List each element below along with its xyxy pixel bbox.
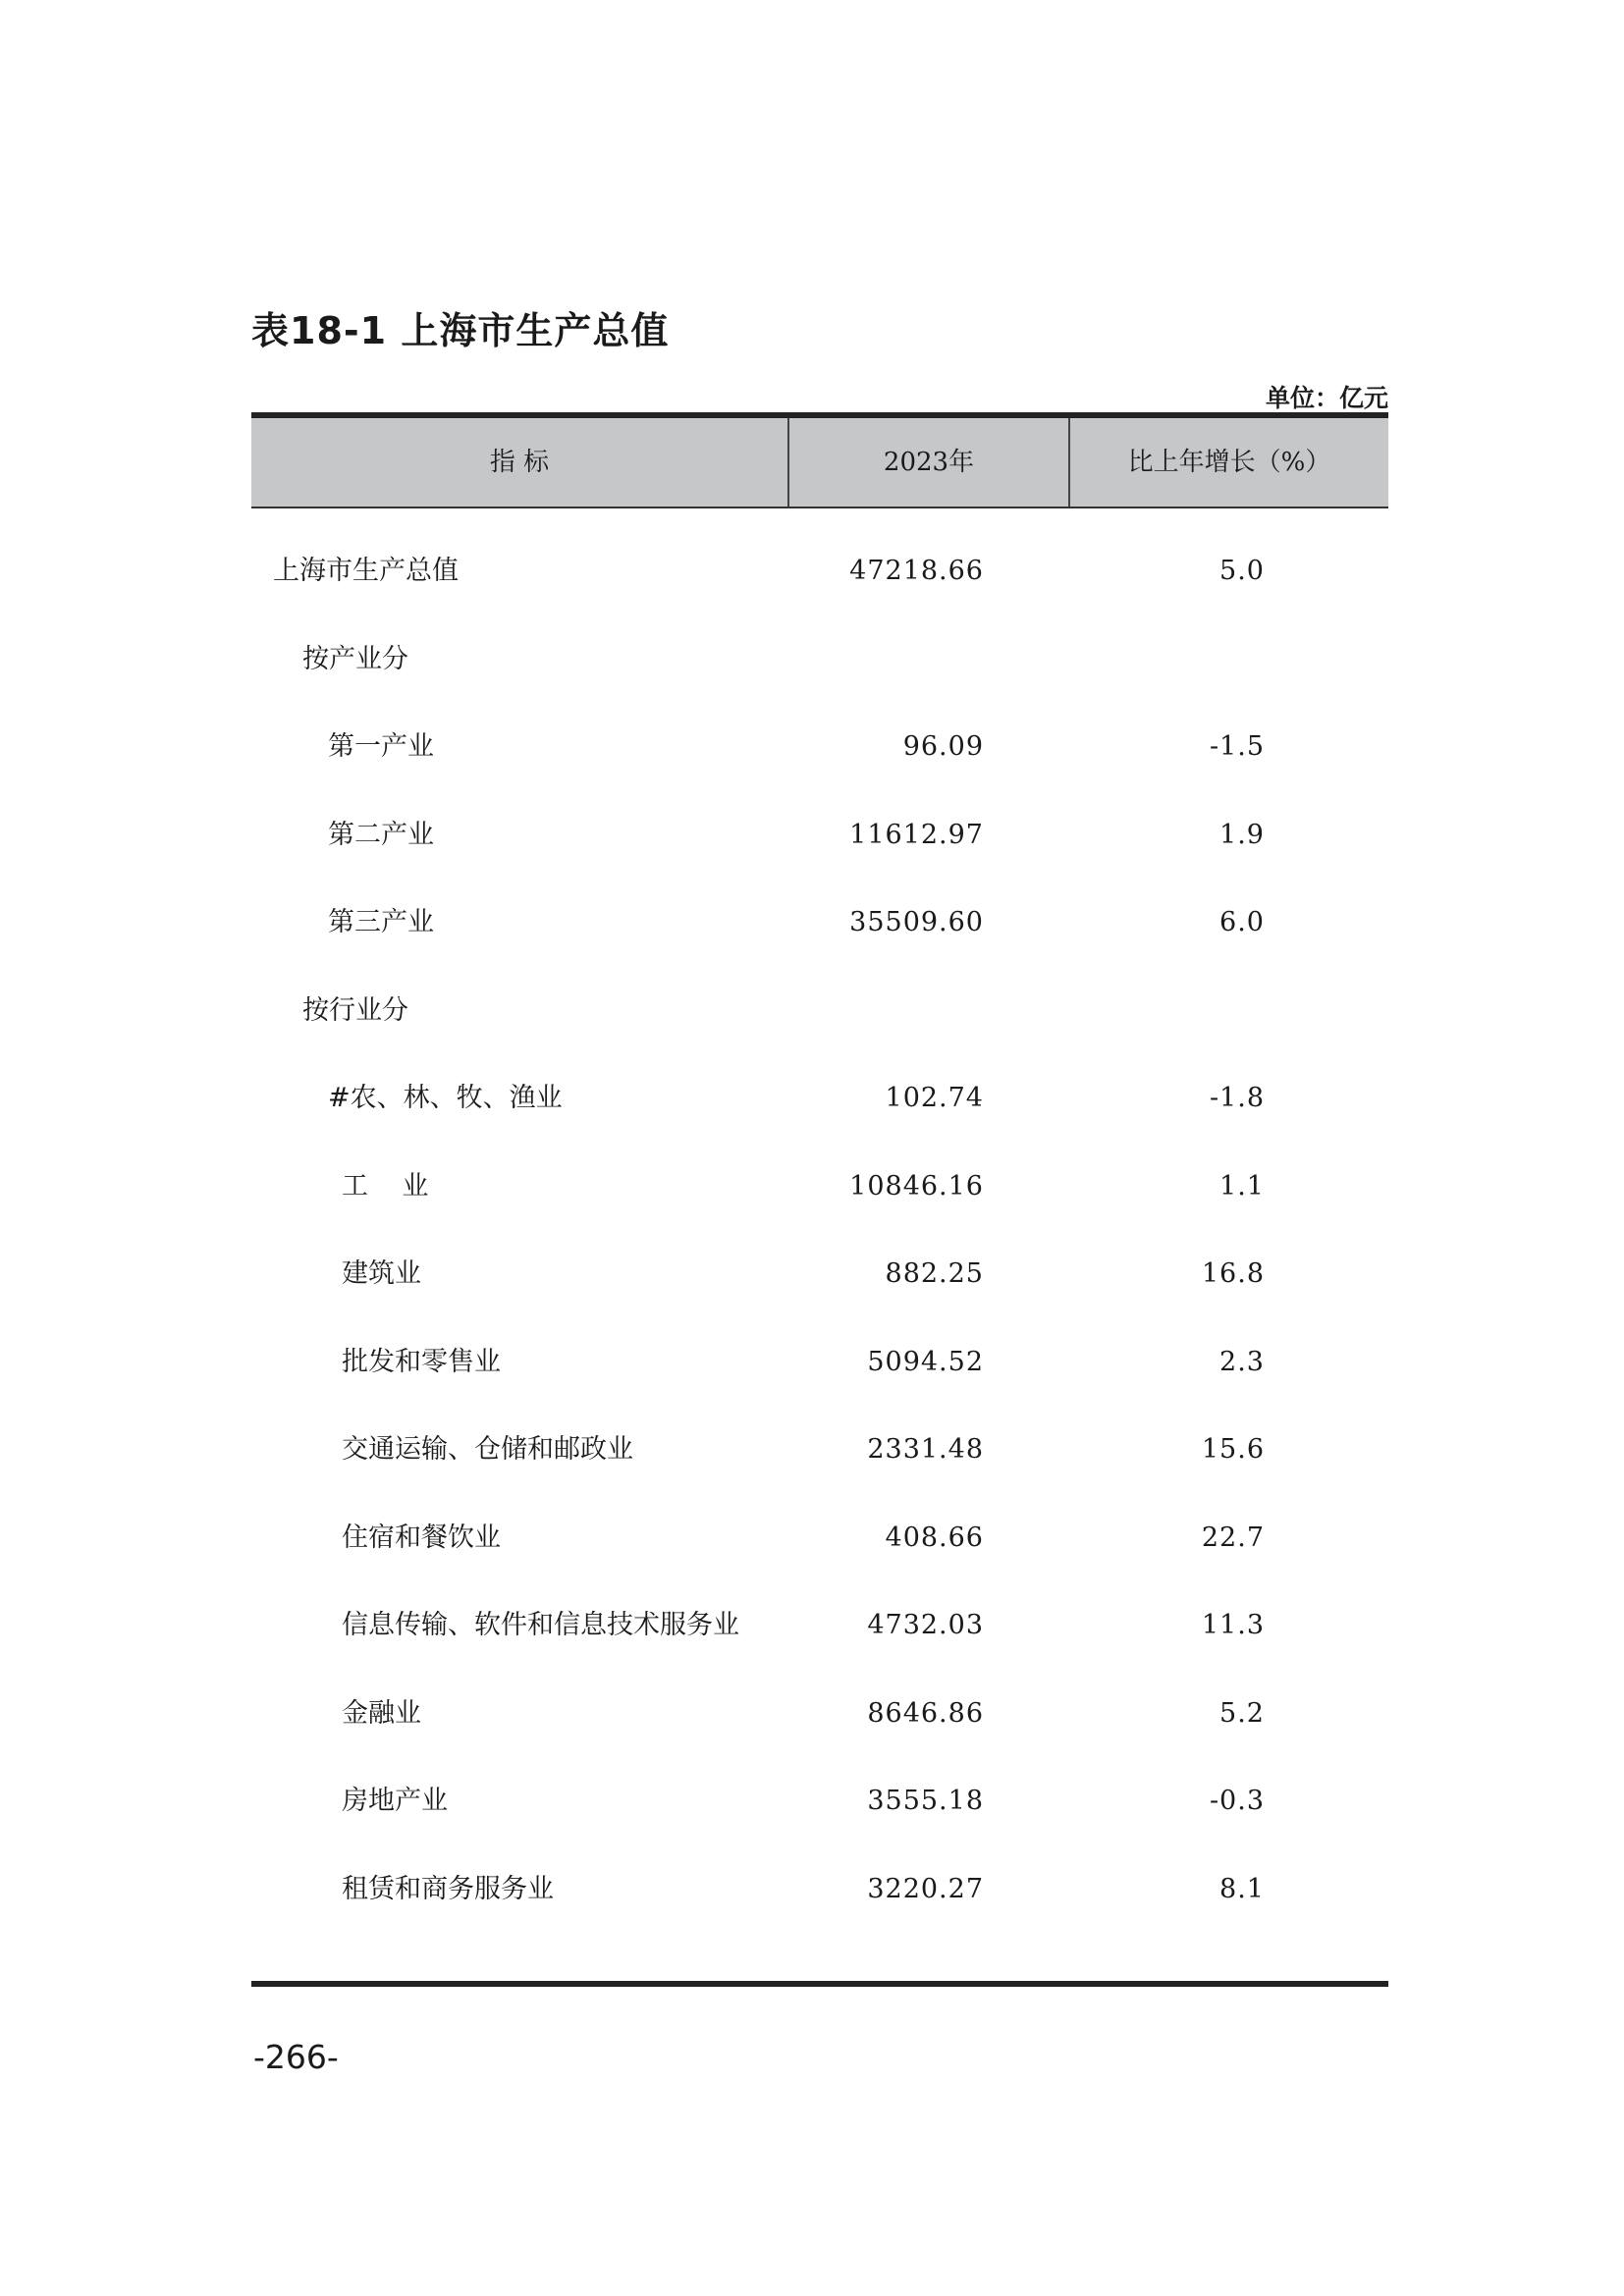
row-growth: -1.8	[1209, 1083, 1265, 1113]
row-label: 第二产业	[328, 819, 434, 850]
gdp-table	[251, 412, 1388, 1904]
header-indicator: 指 标	[251, 418, 789, 507]
row-value-2023: 4732.03	[867, 1610, 984, 1640]
row-value-2023: 8646.86	[867, 1697, 984, 1729]
row-value-2023: 96.09	[902, 731, 984, 762]
table-row	[251, 1860, 1388, 1919]
table-row	[251, 718, 1388, 776]
row-label: 第一产业	[328, 731, 434, 762]
table-row	[251, 1245, 1388, 1304]
table-row	[251, 1069, 1388, 1128]
bottom-rule	[251, 1981, 1388, 1987]
row-label: 交通运输、仓储和邮政业	[342, 1434, 633, 1465]
row-label: 按产业分	[302, 643, 408, 674]
row-label: 住宿和餐饮业	[342, 1522, 501, 1553]
row-value-2023: 102.74	[885, 1083, 984, 1113]
row-label: 租赁和商务服务业	[342, 1873, 554, 1904]
table-row	[251, 893, 1388, 952]
table-row	[251, 1333, 1388, 1392]
table-row	[251, 1157, 1388, 1216]
table-row	[251, 542, 1388, 601]
row-label: 金融业	[342, 1697, 421, 1729]
row-growth: -1.5	[1209, 731, 1265, 762]
row-growth: 5.2	[1219, 1697, 1265, 1729]
row-label: 批发和零售业	[342, 1346, 501, 1377]
table-header	[251, 418, 1388, 508]
row-growth: 1.9	[1219, 819, 1265, 850]
header-year: 2023年	[789, 418, 1070, 507]
row-growth: 22.7	[1201, 1522, 1265, 1553]
table-row	[251, 1684, 1388, 1743]
row-growth: -0.3	[1209, 1786, 1265, 1816]
row-growth: 8.1	[1219, 1873, 1265, 1904]
row-growth: 11.3	[1201, 1610, 1265, 1640]
table-row	[251, 1772, 1388, 1831]
row-value-2023: 10846.16	[849, 1170, 984, 1201]
table-row	[251, 1596, 1388, 1655]
header-growth: 比上年增长（%）	[1127, 448, 1331, 477]
row-value-2023: 5094.52	[867, 1346, 984, 1377]
row-label: 建筑业	[342, 1258, 421, 1289]
row-label: 信息传输、软件和信息技术服务业	[342, 1610, 739, 1640]
row-growth: 2.3	[1219, 1346, 1265, 1377]
table-row	[251, 982, 1388, 1041]
table-title: 表18-1 上海市生产总值	[251, 309, 670, 352]
row-growth: 16.8	[1201, 1258, 1265, 1289]
table-row	[251, 1420, 1388, 1479]
row-label: 第三产业	[328, 907, 434, 937]
table-row	[251, 630, 1388, 689]
row-label: 上海市生产总值	[273, 556, 459, 586]
row-growth: 6.0	[1219, 907, 1265, 937]
page-number: -266-	[253, 2038, 339, 2076]
row-growth: 15.6	[1201, 1434, 1265, 1465]
row-value-2023: 3555.18	[867, 1786, 984, 1816]
unit-label: 单位：亿元	[1265, 384, 1388, 412]
row-value-2023: 47218.66	[849, 556, 984, 586]
row-growth: 5.0	[1219, 556, 1265, 586]
row-value-2023: 11612.97	[849, 819, 984, 850]
row-label: 工 业	[342, 1170, 429, 1201]
row-label: 房地产业	[342, 1786, 448, 1816]
table-row	[251, 806, 1388, 865]
row-label: #农、林、牧、渔业	[328, 1083, 563, 1113]
row-label: 按行业分	[302, 994, 408, 1026]
row-value-2023: 35509.60	[849, 907, 984, 937]
row-value-2023: 3220.27	[867, 1873, 984, 1904]
row-value-2023: 408.66	[885, 1522, 984, 1553]
row-value-2023: 882.25	[885, 1258, 984, 1289]
row-growth: 1.1	[1219, 1170, 1265, 1201]
row-value-2023: 2331.48	[867, 1434, 984, 1465]
table-row	[251, 1509, 1388, 1568]
